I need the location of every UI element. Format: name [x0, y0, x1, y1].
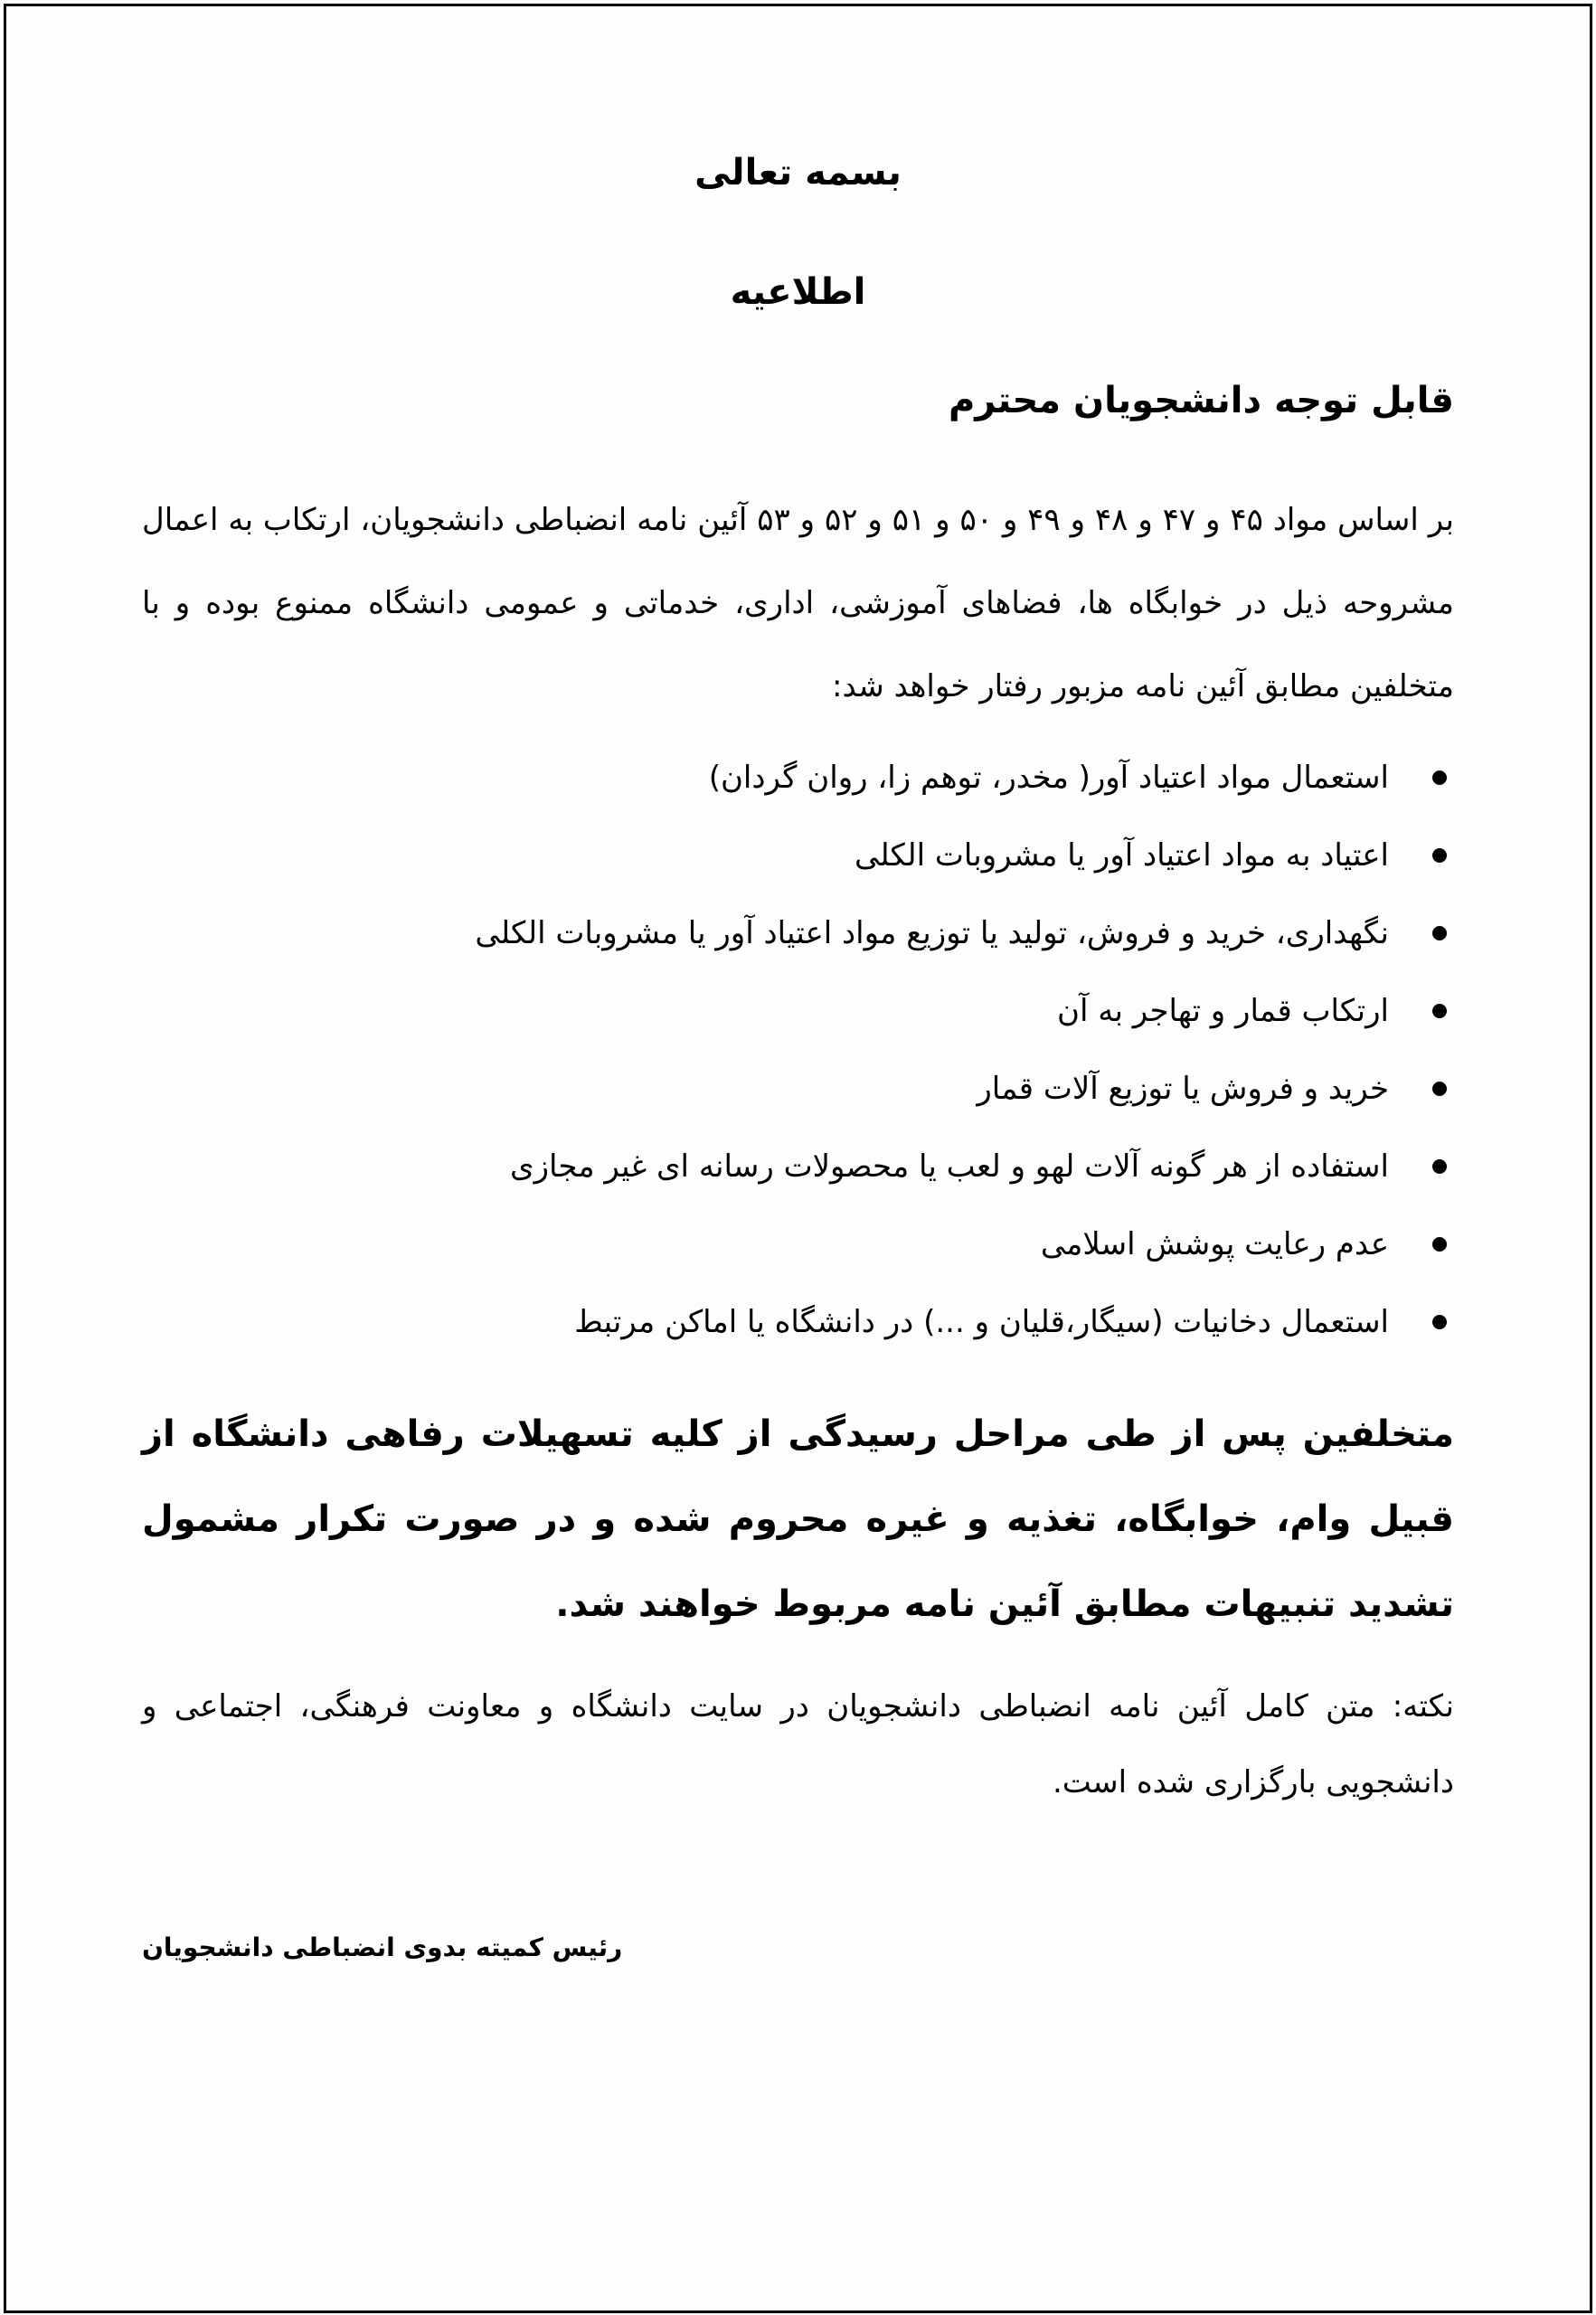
list-item [142, 894, 1454, 972]
signature-line [142, 1932, 775, 1962]
note-paragraph: نکته: متن کامل آئین نامه انضباطی دانشجویان در سایت دانشگاه و معاونت فرهنگی، اجتماعی و دانشجویی بارگزاری شده است. [142, 1688, 1454, 1800]
list-item [142, 1050, 1454, 1128]
list-item-text: خرید و فروش یا توزیع آلات قمار [977, 1071, 1389, 1107]
notice-title: اطلاعیه [730, 271, 866, 313]
prohibited-acts-list [142, 739, 1454, 1361]
list-item [142, 739, 1454, 817]
bullet-icon [1432, 1082, 1447, 1096]
bullet-icon [1432, 1237, 1447, 1252]
list-item-text: نگهداری، خرید و فروش، تولید یا توزیع مواد اعتیاد آور یا مشروبات الکلی [475, 915, 1389, 951]
bullet-icon [1432, 1315, 1447, 1329]
signature-text: رئیس کمیته بدوی انضباطی دانشجویان [142, 1932, 623, 1962]
list-item-text: استفاده از هر گونه آلات لهو و لعب یا محصولات رسانه ای غیر مجازی [509, 1148, 1389, 1185]
intro-paragraph: بر اساس مواد ۴۵ و ۴۷ و ۴۸ و ۴۹ و ۵۰ و ۵۱ و ۵۲ و ۵۳ آئین نامه انضباطی دانشجویان، ارتکاب به اعمال مشروحه ذیل در خوابگاه ها، فضاهای آموزشی، اداری، خدماتی و عمومی دانشگاه ممنوع بوده و با متخلفین مطابق آئین نامه مزبور رفتار خواهد شد: [142, 502, 1454, 704]
list-item [142, 972, 1454, 1050]
list-item-text: ارتکاب قمار و تهاجر به آن [1057, 993, 1389, 1029]
addressee-line: قابل توجه دانشجویان محترم [948, 380, 1454, 421]
basmala-heading: بسمه تعالی [694, 152, 902, 194]
page-frame [4, 4, 1592, 2313]
bullet-icon [1432, 848, 1447, 863]
bullet-icon [1432, 770, 1447, 785]
list-item [142, 817, 1454, 894]
list-item [142, 1205, 1454, 1283]
list-item-text: استعمال مواد اعتیاد آور( مخدر، توهم زا، روان گردان) [708, 760, 1389, 796]
bullet-icon [1432, 1159, 1447, 1174]
list-item-text: استعمال دخانیات (سیگار،قلیان و ...) در دانشگاه یا اماکن مرتبط [574, 1304, 1389, 1340]
list-item [142, 1283, 1454, 1361]
list-item [142, 1128, 1454, 1205]
bullet-icon [1432, 926, 1447, 940]
bullet-icon [1432, 1004, 1447, 1018]
list-item-text: عدم رعایت پوشش اسلامی [1040, 1226, 1389, 1262]
list-item-text: اعتیاد به مواد اعتیاد آور یا مشروبات الکلی [854, 837, 1389, 874]
penalty-warning: متخلفین پس از طی مراحل رسیدگی از کلیه تسهیلات رفاهی دانشگاه از قبیل وام، خوابگاه، تغذیه و غیره محروم شده و در صورت تکرار مشمول تشدید تنبیهات مطابق آئین نامه مربوط خواهند شد. [142, 1413, 1454, 1625]
